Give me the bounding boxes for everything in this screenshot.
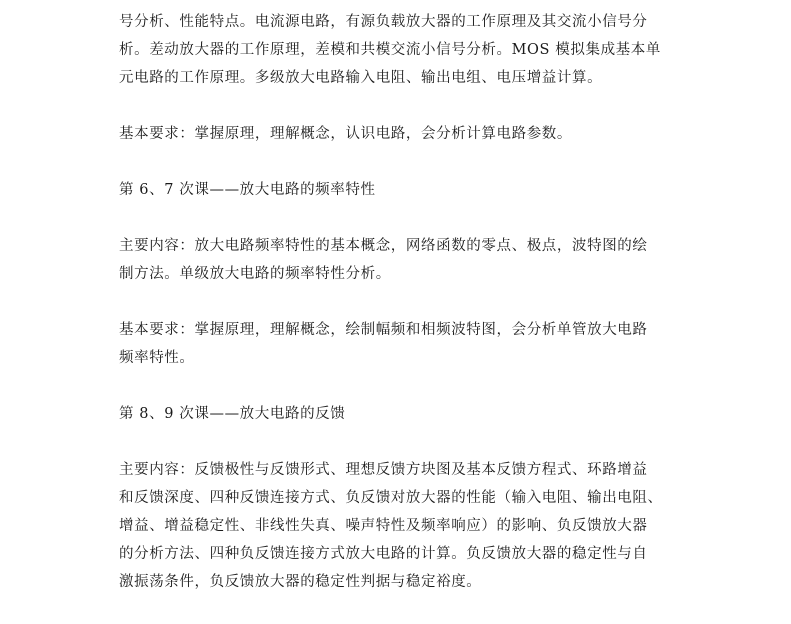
paragraph-basic-requirements-1 <box>119 120 679 148</box>
text-line: 号分析、性能特点。电流源电路，有源负载放大器的工作原理及其交流小信号分 <box>119 14 648 30</box>
text-line: 制方法。单级放大电路的频率特性分析。 <box>119 266 391 282</box>
text-line: 主要内容：反馈极性与反馈形式、理想反馈方块图及基本反馈方程式、环路增益 <box>119 462 648 478</box>
paragraph-main-content-feedback <box>119 456 679 596</box>
text-line: 的分析方法、四种负反馈连接方式放大电路的计算。负反馈放大器的稳定性与自 <box>119 546 648 562</box>
document-page <box>119 0 679 624</box>
text-line: 主要内容：放大电路频率特性的基本概念，网络函数的零点、极点，波特图的绘 <box>119 238 648 254</box>
paragraph-basic-requirements-2 <box>119 316 679 372</box>
paragraph-analysis-continued <box>119 8 679 92</box>
text-line: 增益、增益稳定性、非线性失真、噪声特性及频率响应）的影响、负反馈放大器 <box>119 518 648 534</box>
text-line: 频率特性。 <box>119 350 195 366</box>
text-line: 激振荡条件，负反馈放大器的稳定性判据与稳定裕度。 <box>119 574 482 590</box>
text-line: 析。差动放大器的工作原理，差模和共模交流小信号分析。MOS 模拟集成基本单 <box>119 42 661 58</box>
text-line: 和反馈深度、四种反馈连接方式、负反馈对放大器的性能（输入电阻、输出电阻、 <box>119 490 663 506</box>
text-line: 基本要求：掌握原理，理解概念，认识电路，会分析计算电路参数。 <box>119 126 572 142</box>
text-line: 基本要求：掌握原理，理解概念，绘制幅频和相频波特图，会分析单管放大电路 <box>119 322 648 338</box>
section-heading: 第 6、7 次课——放大电路的频率特性 <box>119 182 376 198</box>
section-heading: 第 8、9 次课——放大电路的反馈 <box>119 406 346 422</box>
text-line: 元电路的工作原理。多级放大电路输入电阻、输出电组、电压增益计算。 <box>119 70 603 86</box>
lesson-heading-8-9 <box>119 400 679 428</box>
lesson-heading-6-7 <box>119 176 679 204</box>
paragraph-main-content-frequency <box>119 232 679 288</box>
